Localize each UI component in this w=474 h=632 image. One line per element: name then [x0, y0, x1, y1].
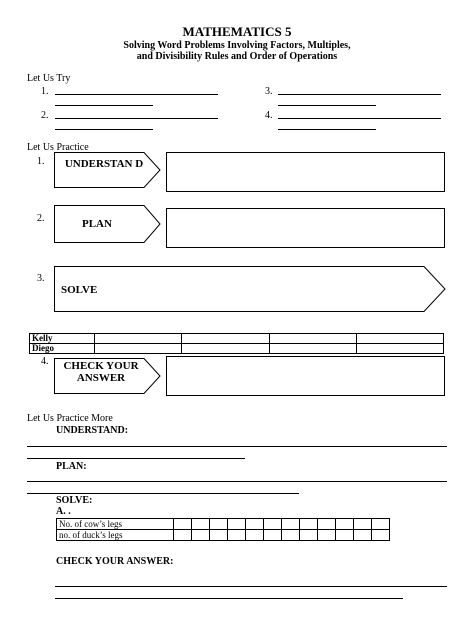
- plan-label: PLAN: [82, 218, 112, 230]
- kelly-diego-table: [29, 333, 444, 354]
- check-answer-box[interactable]: [166, 356, 445, 396]
- table-row: [57, 519, 390, 530]
- table-cell[interactable]: [300, 530, 318, 541]
- table-cell[interactable]: [336, 519, 354, 530]
- try-answer-line-1b[interactable]: [55, 105, 153, 106]
- plan-line-1[interactable]: [27, 481, 447, 482]
- table-row: [30, 344, 444, 354]
- table-cell[interactable]: [264, 530, 282, 541]
- table-cell[interactable]: [246, 530, 264, 541]
- table-cell[interactable]: [228, 519, 246, 530]
- table-cell[interactable]: [372, 519, 390, 530]
- page-subtitle-line2: and Divisibility Rules and Order of Operations: [136, 51, 338, 62]
- understand-line-1[interactable]: [27, 446, 447, 447]
- plan-line-2[interactable]: [27, 493, 299, 494]
- solve-heading: SOLVE:: [56, 495, 93, 506]
- table-cell[interactable]: [356, 344, 443, 354]
- table-cell[interactable]: [182, 334, 269, 344]
- solve-arrow-shape: [54, 266, 446, 312]
- table-cell[interactable]: [264, 519, 282, 530]
- try-answer-line-2a[interactable]: [55, 118, 218, 119]
- table-cell[interactable]: [95, 344, 182, 354]
- table-cell[interactable]: [246, 519, 264, 530]
- practice-step-number-3: 3.: [37, 273, 45, 284]
- table-row-label-kelly: Kelly: [30, 334, 95, 344]
- table-cell[interactable]: [192, 530, 210, 541]
- practice-step-number-1: 1.: [37, 156, 45, 167]
- understand-label: UNDERSTAN D: [64, 158, 144, 170]
- page-subtitle-line1: Solving Word Problems Involving Factors, Multiples,: [123, 40, 351, 51]
- page-title: MATHEMATICS 5: [182, 24, 292, 39]
- plan-answer-box[interactable]: [166, 208, 445, 248]
- understand-heading: UNDERSTAND:: [56, 425, 129, 436]
- table-cell[interactable]: [210, 519, 228, 530]
- table-cell[interactable]: [282, 519, 300, 530]
- let-us-practice-more-heading: Let Us Practice More: [27, 413, 113, 424]
- table-cell[interactable]: [192, 519, 210, 530]
- check-answer-label: CHECK YOUR ANSWER: [63, 360, 139, 384]
- try-answer-line-3a[interactable]: [278, 94, 441, 95]
- table-cell[interactable]: [174, 519, 192, 530]
- check-line-2[interactable]: [55, 598, 403, 599]
- legs-row-label-cows: No. of cow’s legs: [57, 519, 174, 530]
- table-cell[interactable]: [282, 530, 300, 541]
- table-row: [30, 334, 444, 344]
- understand-answer-box[interactable]: [166, 152, 445, 192]
- table-cell[interactable]: [269, 344, 356, 354]
- part-a-label: A. .: [56, 506, 71, 517]
- table-cell[interactable]: [354, 530, 372, 541]
- table-cell[interactable]: [182, 344, 269, 354]
- table-cell[interactable]: [318, 519, 336, 530]
- let-us-try-heading: Let Us Try: [27, 73, 71, 84]
- check-your-answer-heading: CHECK YOUR ANSWER:: [56, 556, 174, 567]
- table-cell[interactable]: [228, 530, 246, 541]
- table-row: [57, 530, 390, 541]
- try-answer-line-3b[interactable]: [278, 105, 376, 106]
- table-cell[interactable]: [336, 530, 354, 541]
- try-answer-line-4b[interactable]: [278, 129, 376, 130]
- practice-step-number-4: 4.: [41, 356, 49, 367]
- table-cell[interactable]: [354, 519, 372, 530]
- try-item-number-3: 3.: [265, 86, 273, 97]
- table-cell[interactable]: [372, 530, 390, 541]
- practice-step-number-2: 2.: [37, 213, 45, 224]
- try-answer-line-1a[interactable]: [55, 94, 218, 95]
- check-label-clip: [60, 360, 142, 393]
- table-cell[interactable]: [300, 519, 318, 530]
- table-cell[interactable]: [174, 530, 192, 541]
- try-item-number-2: 2.: [41, 110, 49, 121]
- check-line-1[interactable]: [55, 586, 447, 587]
- let-us-practice-heading: Let Us Practice: [27, 142, 89, 153]
- try-item-number-1: 1.: [41, 86, 49, 97]
- table-cell[interactable]: [269, 334, 356, 344]
- table-cell[interactable]: [356, 334, 443, 344]
- legs-table: [56, 518, 390, 541]
- table-row-label-diego: Diego: [30, 344, 95, 354]
- try-item-number-4: 4.: [265, 110, 273, 121]
- table-cell[interactable]: [95, 334, 182, 344]
- understand-line-2[interactable]: [27, 458, 245, 459]
- solve-label: SOLVE: [61, 284, 98, 296]
- try-answer-line-4a[interactable]: [278, 118, 441, 119]
- legs-row-label-ducks: no. of duck’s legs: [57, 530, 174, 541]
- table-cell[interactable]: [318, 530, 336, 541]
- plan-heading: PLAN:: [56, 461, 87, 472]
- table-cell[interactable]: [210, 530, 228, 541]
- try-answer-line-2b[interactable]: [55, 129, 153, 130]
